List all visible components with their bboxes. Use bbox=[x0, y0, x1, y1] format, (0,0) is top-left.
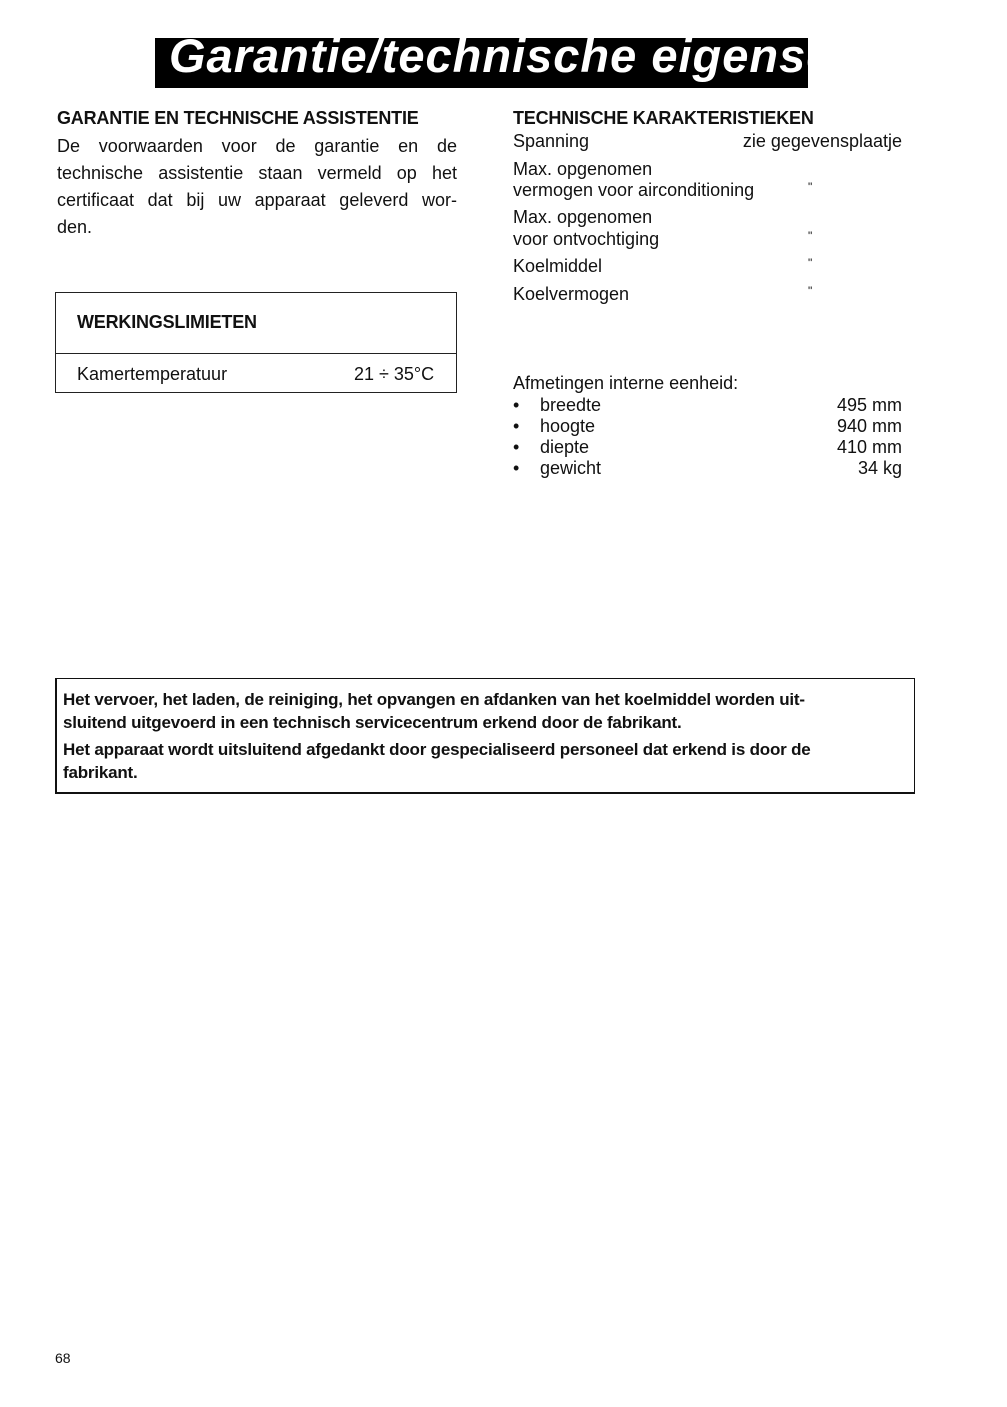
bullet-icon: • bbox=[513, 395, 520, 415]
page-number: 68 bbox=[55, 1350, 71, 1366]
limits-divider bbox=[56, 353, 456, 354]
warranty-line-2: technische assistentie staan vermeld op het bbox=[57, 163, 457, 183]
room-temperature-label: Kamertemperatuur bbox=[77, 364, 228, 384]
room-temperature-value: 21 ÷ 35°C bbox=[354, 364, 435, 384]
cooling-capacity-ditto: " bbox=[808, 284, 813, 298]
height-label: hoogte bbox=[540, 416, 596, 436]
weight-value: 34 kg bbox=[857, 458, 902, 478]
cooling-capacity-label: Koelvermogen bbox=[513, 284, 630, 304]
bullet-icon: • bbox=[513, 437, 520, 457]
aircon-power-label-2: vermogen voor airconditioning bbox=[513, 180, 755, 200]
page-title: Garantie/technische eigenschappen bbox=[169, 29, 1007, 82]
operating-limits-box bbox=[55, 292, 457, 393]
warranty-line-4: den. bbox=[57, 217, 93, 237]
depth-label: diepte bbox=[540, 437, 590, 457]
aircon-power-label-1: Max. opgenomen bbox=[513, 159, 653, 179]
height-value: 940 mm bbox=[836, 416, 902, 436]
notice-line-3: Het apparaat wordt uitsluitend afgedankt door gespecialiseerd personeel dat erkend is door de bbox=[63, 740, 811, 759]
limits-heading: WERKINGSLIMIETEN bbox=[77, 312, 257, 332]
refrigerant-ditto: " bbox=[808, 256, 813, 270]
warranty-heading: GARANTIE EN TECHNISCHE ASSISTENTIE bbox=[57, 108, 419, 128]
depth-value: 410 mm bbox=[836, 437, 902, 457]
voltage-label: Spanning bbox=[513, 131, 590, 151]
notice-line-2: sluitend uitgevoerd in een technisch servicecentrum erkend door de fabrikant. bbox=[63, 713, 682, 732]
dehumidify-power-label-2: voor ontvochtiging bbox=[513, 229, 660, 249]
notice-line-4: fabrikant. bbox=[63, 763, 138, 782]
width-value: 495 mm bbox=[836, 395, 902, 415]
title-banner bbox=[155, 29, 1007, 88]
specs-heading: TECHNISCHE KARAKTERISTIEKEN bbox=[513, 108, 814, 128]
weight-label: gewicht bbox=[540, 458, 602, 478]
disposal-notice-box bbox=[55, 678, 915, 794]
width-label: breedte bbox=[540, 395, 602, 415]
dimensions-heading: Afmetingen interne eenheid: bbox=[513, 373, 739, 393]
warranty-line-3: certificaat dat bij uw apparaat geleverd wor- bbox=[57, 190, 457, 210]
bullet-icon: • bbox=[513, 416, 520, 436]
dehumidify-power-ditto: " bbox=[808, 229, 813, 243]
warranty-line-1: De voorwaarden voor de garantie en de bbox=[57, 136, 457, 156]
voltage-value: zie gegevensplaatje bbox=[742, 131, 902, 151]
refrigerant-label: Koelmiddel bbox=[513, 256, 603, 276]
dehumidify-power-label-1: Max. opgenomen bbox=[513, 207, 653, 227]
aircon-power-ditto: " bbox=[808, 180, 813, 194]
notice-line-1: Het vervoer, het laden, de reiniging, het opvangen en afdanken van het koelmiddel worden uit- bbox=[63, 690, 805, 709]
bullet-icon: • bbox=[513, 458, 520, 478]
